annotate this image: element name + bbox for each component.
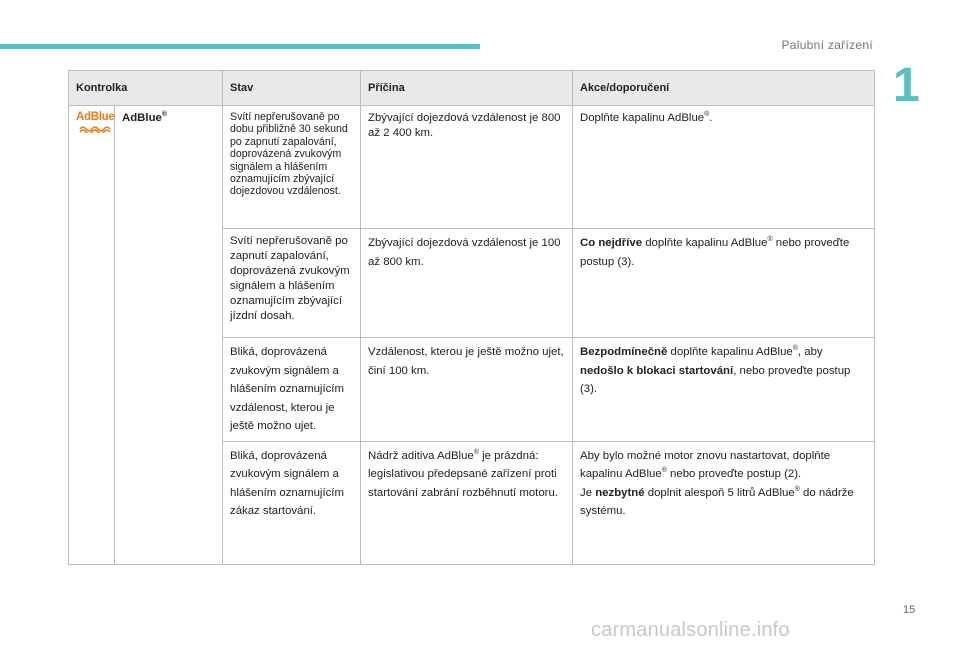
adblue-warning-icon: AdBlue — [76, 111, 114, 138]
column-header-action: Akce/doporučení — [573, 71, 875, 106]
cause-cell: Zbývající dojezdová vzdálenost je 100 až 800 km. — [361, 229, 573, 338]
chapter-number: 1 — [893, 59, 920, 112]
action-cell: Aby bylo možné motor znovu nastartovat, doplňte kapalinu AdBlue® nebo proveďte postup (2). Je nezbytné doplnit alespoň 5 litrů AdBlue® do nádrže systému. — [573, 441, 875, 564]
state-cell: Bliká, doprovázená zvukovým signálem a hlášením oznamujícím vzdálenost, kterou je ještě možno ujet. — [223, 338, 361, 442]
column-header-indicator: Kontrolka — [69, 71, 223, 106]
top-accent-bar — [0, 44, 480, 49]
state-cell: Svítí nepřerušovaně po zapnutí zapalování, doprovázená zvukovým signálem a hlášením oznamujícím zbývající jízdní dosah. — [223, 229, 361, 338]
watermark: carmanualsonline.info — [591, 619, 790, 641]
table-row — [69, 106, 875, 229]
section-title: Palubní zařízení — [781, 38, 873, 52]
column-header-cause: Příčina — [361, 71, 573, 106]
warning-light-table — [68, 70, 875, 565]
action-cell: Co nejdříve doplňte kapalinu AdBlue® nebo proveďte postup (3). — [573, 229, 875, 338]
page-number: 15 — [903, 604, 916, 616]
cause-cell: Nádrž aditiva AdBlue® je prázdná: legislativou předepsané zařízení proti startování zabrání rozběhnutí motoru. — [361, 441, 573, 564]
table-header-row — [69, 71, 875, 106]
state-cell: Svítí nepřerušovaně po dobu přibližně 30 sekund po zapnutí zapalování, doprovázená zvukovým signálem a hlášením oznamujícím zbývající dojezdovou vzdálenost. — [223, 106, 361, 229]
state-cell: Bliká, doprovázená zvukovým signálem a hlášením oznamujícím zákaz startování. — [223, 441, 361, 564]
indicator-icon-cell — [69, 106, 115, 565]
cause-cell: Vzdálenost, kterou je ještě možno ujet, činí 100 km. — [361, 338, 573, 442]
action-cell: Bezpodmínečně doplňte kapalinu AdBlue®, aby nedošlo k blokaci startování, nebo proveďte postup (3). — [573, 338, 875, 442]
indicator-name: AdBlue® — [115, 106, 223, 565]
cause-cell: Zbývající dojezdová vzdálenost je 800 až 2 400 km. — [361, 106, 573, 229]
column-header-state: Stav — [223, 71, 361, 106]
action-cell: Doplňte kapalinu AdBlue®. — [573, 106, 875, 229]
